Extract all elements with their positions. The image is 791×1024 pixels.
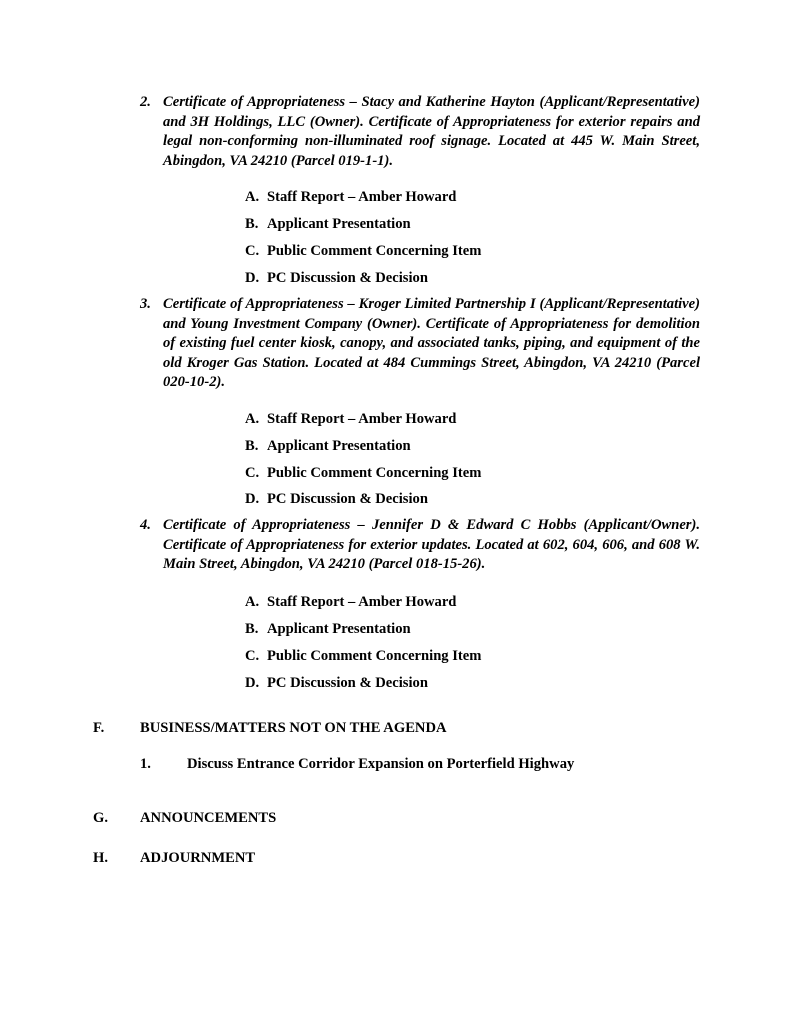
item-number: 1. bbox=[140, 756, 151, 772]
subitem-b bbox=[245, 215, 411, 234]
subitem-letter: B. bbox=[245, 621, 259, 637]
section-title: ANNOUNCEMENTS bbox=[140, 810, 277, 826]
subitem-letter: B. bbox=[245, 216, 259, 232]
subitem-d bbox=[245, 490, 428, 509]
subitem-c bbox=[245, 464, 481, 483]
section-letter: G. bbox=[93, 810, 108, 826]
subitem-label: PC Discussion & Decision bbox=[267, 675, 428, 691]
subitem-letter: B. bbox=[245, 438, 259, 454]
subitem-c bbox=[245, 242, 481, 261]
subitem-label: Public Comment Concerning Item bbox=[267, 243, 482, 259]
subitem-label: PC Discussion & Decision bbox=[267, 270, 428, 286]
subitem-letter: A. bbox=[245, 594, 260, 610]
subitem-label: PC Discussion & Decision bbox=[267, 491, 428, 507]
section-title: BUSINESS/MATTERS NOT ON THE AGENDA bbox=[140, 720, 447, 736]
subitem-d bbox=[245, 269, 428, 288]
subitem-letter: A. bbox=[245, 411, 260, 427]
item-number: 3. bbox=[140, 296, 151, 312]
item-number: 4. bbox=[140, 517, 151, 533]
subitem-c bbox=[245, 647, 481, 666]
subitem-a bbox=[245, 188, 456, 207]
subitem-b bbox=[245, 437, 411, 456]
section-title: ADJOURNMENT bbox=[140, 850, 256, 866]
subitem-label: Applicant Presentation bbox=[267, 438, 411, 454]
subitem-label: Staff Report – Amber Howard bbox=[267, 189, 457, 205]
subitem-letter: C. bbox=[245, 243, 260, 259]
subitem-a bbox=[245, 593, 456, 612]
subitem-letter: D. bbox=[245, 270, 260, 286]
item-description: Certificate of Appropriateness – Kroger Limited Partnership I (Applicant/Representative) and Young Investment Company (Owner). Certificate of Appropriateness for demolition of existing fuel center kiosk, canopy, and associated tanks, piping, and equipment of the old Kroger Gas Station. Located at 484 Cummings Street, Abingdon, VA 24210 (Parcel 020-10-2). bbox=[163, 296, 700, 390]
subitem-letter: D. bbox=[245, 675, 260, 691]
subitem-label: Public Comment Concerning Item bbox=[267, 465, 482, 481]
item-number: 2. bbox=[140, 94, 151, 110]
agenda-item-4 bbox=[140, 516, 700, 575]
section-letter: H. bbox=[93, 850, 108, 866]
subitem-d bbox=[245, 674, 428, 693]
subitem-label: Public Comment Concerning Item bbox=[267, 648, 482, 664]
item-label: Discuss Entrance Corridor Expansion on Porterfield Highway bbox=[187, 756, 575, 772]
item-description: Certificate of Appropriateness – Jennifer D & Edward C Hobbs (Applicant/Owner). Certificate of Appropriateness for exterior updates. Located at 602, 604, 606, and 608 W. Main Street, Abingdon, VA 24210 (Parcel 018-15-26). bbox=[163, 517, 700, 572]
section-letter: F. bbox=[93, 720, 105, 736]
subitem-label: Staff Report – Amber Howard bbox=[267, 411, 457, 427]
subitem-label: Applicant Presentation bbox=[267, 216, 411, 232]
agenda-item-2 bbox=[140, 93, 700, 171]
subitem-a bbox=[245, 410, 456, 429]
subitem-b bbox=[245, 620, 411, 639]
subitem-letter: D. bbox=[245, 491, 260, 507]
subitem-letter: C. bbox=[245, 648, 260, 664]
subitem-letter: A. bbox=[245, 189, 260, 205]
item-description: Certificate of Appropriateness – Stacy and Katherine Hayton (Applicant/Representative) and 3H Holdings, LLC (Owner). Certificate of Appropriateness for exterior repairs and legal non-conforming non-illuminated roof signage. Located at 445 W. Main Street, Abingdon, VA 24210 (Parcel 019-1-1). bbox=[163, 94, 700, 169]
subitem-label: Applicant Presentation bbox=[267, 621, 411, 637]
agenda-item-3 bbox=[140, 295, 700, 393]
subitem-letter: C. bbox=[245, 465, 260, 481]
subitem-label: Staff Report – Amber Howard bbox=[267, 594, 457, 610]
